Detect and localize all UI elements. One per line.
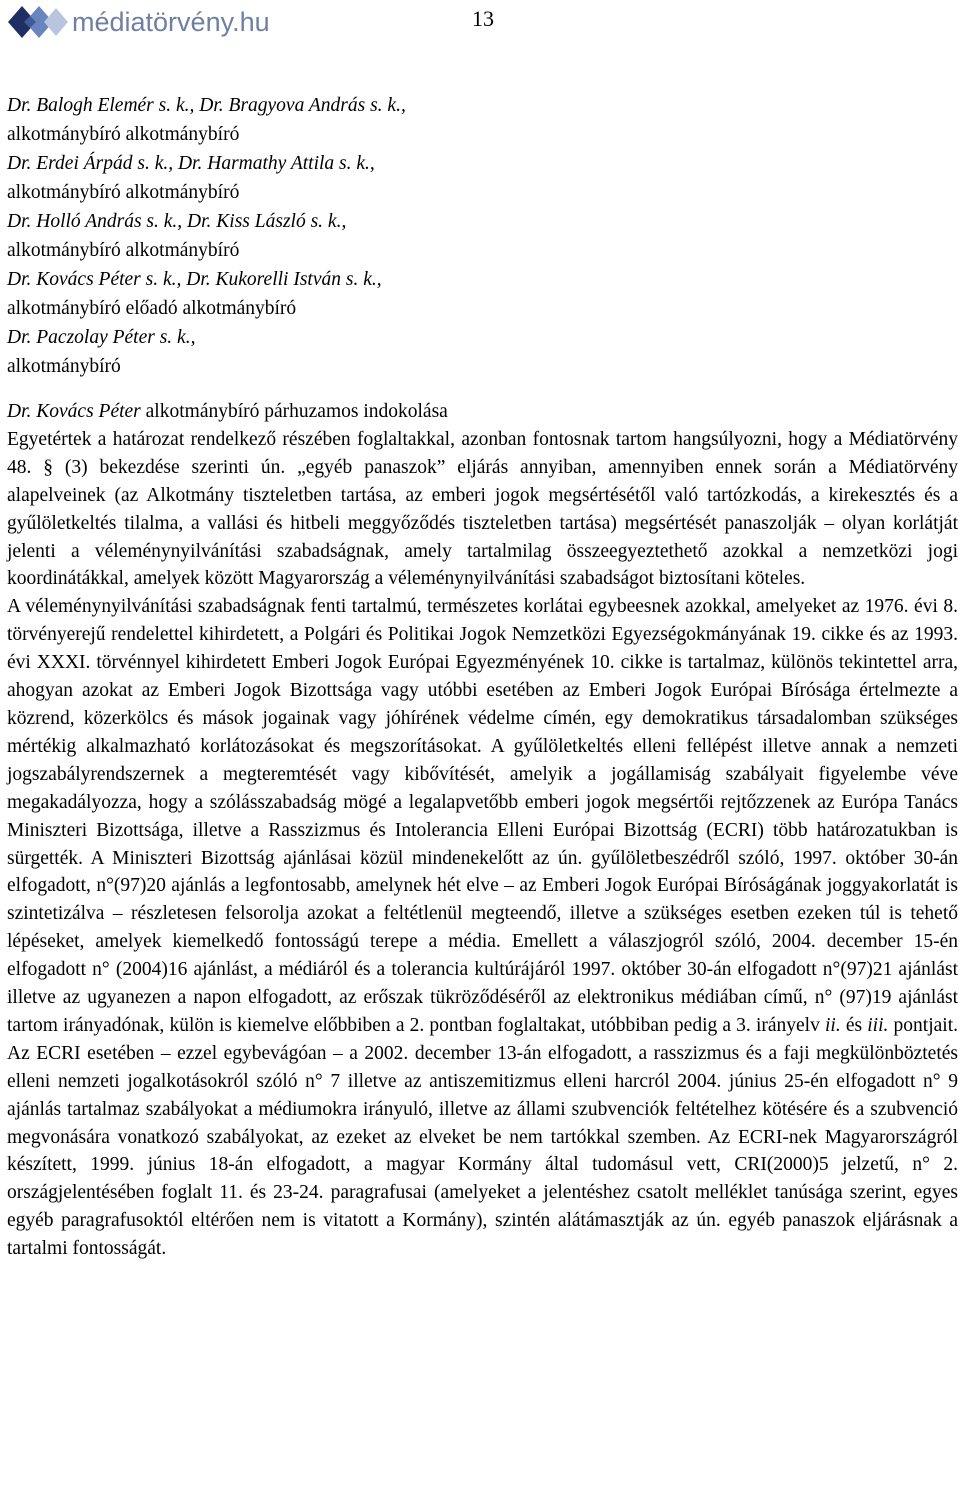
paragraph-2-part-b: pontjait. Az ECRI esetében – ezzel egybevágóan – a 2002. december 13-án elfogadott, a rasszizmus és a faji megkülönböztetés elleni nemzeti jogalkotásokról szóló n° 7 illetve az antiszemitizmus elleni harcról 2004. június 25-én elfogadott n° 9 ajánlás tartalmaz szabályokat a médiumokra irányuló, illetve az állami szubvenciók feltételhez kötésére és a szubvenció megvonására vonatkozó szabályokat, az ezeket az elveket be nem tartókkal szemben. Az ECRI-nek Magyarországról készített, 1999. június 18-án elfogadott, a magyar Kormány által tudomásul vett, CRI(2000)5 jelzetű, n° 2. országjelentésében foglalt 11. és 23-24. paragrafusai (amelyeket a jelentéshez csatolt melléklet tanúsága szerint, egyes egyéb paragrafusoktól eltérően nem is vitatott a Kormány), szintén alátámasztják az ún. egyéb panaszok eljárásnak a tartalmi fontosságát. <box>7 1014 959 1260</box>
logo-text: médiatörvény.hu <box>72 7 270 37</box>
signature-name: Dr. Erdei Árpád s. k., Dr. Harmathy Attila s. k., <box>7 153 375 174</box>
concurring-opinion <box>7 398 958 1263</box>
signature-block <box>7 91 947 381</box>
signature-title: alkotmánybíró <box>7 356 121 377</box>
signature-name: Dr. Holló András s. k., Dr. Kiss László s. k., <box>7 211 347 232</box>
paragraph-2-part-a: A véleménynyilvánítási szabadságnak fenti tartalmú, természetes korlátai egybeesnek azokkal, amelyeket az 1976. évi 8. törvényerejű rendelettel kihirdetett, a Polgári és Politikai Jogok Nemzetközi Egyezségokmányának 19. cikke és az 1993. évi XXXI. törvénnyel kihirdetett Emberi Jogok Európai Egyezményének 10. cikke is tartalmaz, különös tekintettel arra, ahogyan azokat az Emberi Jogok Bizottsága vagy utóbbi esetében az Emberi Jogok Európai Bírósága értelmezte a közrend, közerkölcs és mások jogainak vagy jóhírének védelme címén, egy demokratikus társadalomban szükséges mértékig alkalmazható korlátozásokat és megszorításokat. A gyűlöletkeltés elleni fellépést illetve annak a nemzeti jogszabályrendszernek a megteremtését vagy kibővítését, amelyik a jogállamiság szabályait figyelembe véve megakadályozza, hogy a szólásszabadság mögé a legalapvetőbb emberi jogok megsértői rejtőzzenek az Európa Tanács Miniszteri Bizottsága, illetve a Rasszizmus és Intolerancia Elleni Európai Bizottság (ECRI) több határozatukban is sürgették. A Miniszteri Bizottság ajánlásai közül mindenekelőtt az ún. gyűlöletbeszédről szóló, 1997. október 30-án elfogadott, n°(97)20 ajánlás a legfontosabb, amelynek hét elve – az Emberi Jogok Európai Bíróságának joggyakorlatát is szintetizálva – részletesen felsorolja azokat a feltétlenül megteendő, illetve a szükséges esetben ezeken túl is tehető lépéseket, amelyek kiemelkedő fontosságú terepe a média. Emellett a válaszjogról szóló, 2004. december 15-én elfogadott n° (2004)16 ajánlást, a médiáról és a tolerancia kultúrájáról 1997. október 30-án elfogadott n°(97)21 ajánlást illetve az ugyanezen a napon elfogadott, az erőszak tükröződéséről az elektronikus médiában című, n° (97)19 ajánlást tartom irányadónak, külön is kiemelve előbbiben a 2. pontban foglaltakat, utóbbiban pedig a 3. irányelv <box>7 596 958 1036</box>
signature-title: alkotmánybíró alkotmánybíró <box>7 240 240 261</box>
signature-title: alkotmánybíró előadó alkotmánybíró <box>7 298 297 319</box>
signature-name: Dr. Paczolay Péter s. k., <box>7 327 196 348</box>
diamond-logo-icon <box>6 2 70 42</box>
site-logo[interactable] <box>6 2 270 42</box>
opinion-heading-rest: alkotmánybíró párhuzamos indokolása <box>140 401 448 422</box>
signature-title: alkotmánybíró alkotmánybíró <box>7 182 240 203</box>
signature-name: Dr. Balogh Elemér s. k., Dr. Bragyova András s. k., <box>7 95 406 116</box>
page-number: 13 <box>472 6 494 31</box>
conjunction: és <box>840 1014 868 1036</box>
item-ii: ii. <box>825 1014 841 1036</box>
opinion-paragraph-1: Egyetértek a határozat rendelkező részében foglaltakkal, azonban fontosnak tartom hangsúlyozni, hogy a Médiatörvény 48. § (3) bekezdése szerinti ún. „egyéb panaszok” eljárás annyiban, amennyiben ennek során a Médiatörvény alapelveinek (az Alkotmány tiszteletben tartása, az emberi jogok megsértésétől való tartózkodás, a kirekesztés és a gyűlöletkeltés tilalma, a vallási és hitbeli meggyőződés tiszteletben tartása) megsértését panaszolják – olyan korlátját jelenti a véleménynyilvánítási szabadságnak, amely tartalmilag összeegyeztethető azokkal a nemzetközi jogi koordinátákkal, amelyek között Magyarország a véleménynyilvánítási szabadságot biztosítani köteles. <box>7 428 958 590</box>
signature-title: alkotmánybíró alkotmánybíró <box>7 124 240 145</box>
opinion-author: Dr. Kovács Péter <box>7 401 141 422</box>
opinion-paragraph-2 <box>7 593 958 1263</box>
signature-name: Dr. Kovács Péter s. k., Dr. Kukorelli István s. k., <box>7 269 382 290</box>
item-iii: iii. <box>867 1014 889 1036</box>
opinion-heading <box>7 398 958 426</box>
